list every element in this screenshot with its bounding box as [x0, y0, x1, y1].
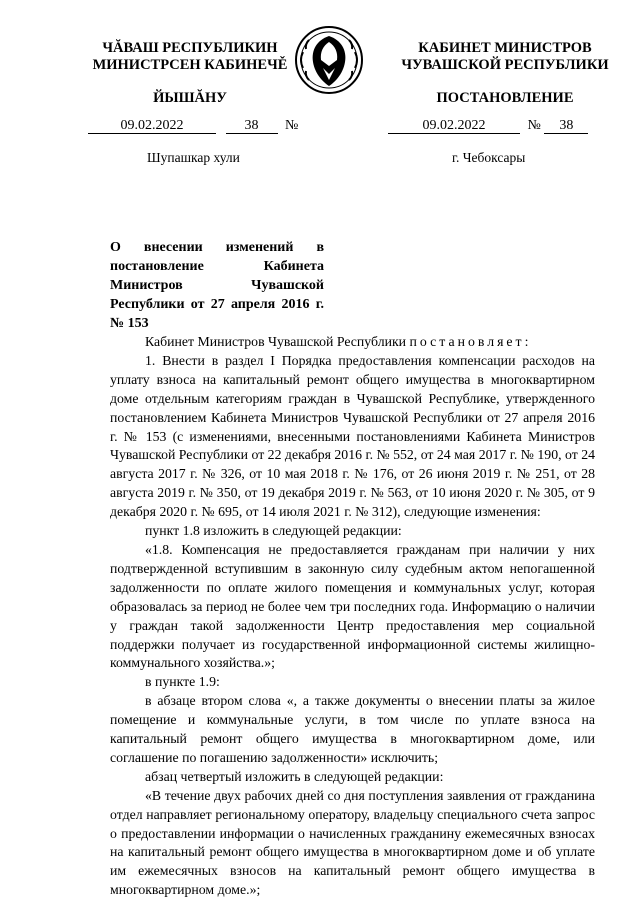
intro-verb: постановляет: [409, 334, 532, 349]
registration-left-number-sign: № [285, 118, 299, 133]
body-paragraph: абзац четвертый изложить в следующей редакции: [145, 768, 444, 784]
registration-right-number: 38 [544, 119, 588, 134]
registration-right-date: 09.02.2022 [388, 119, 520, 134]
body-paragraph: «1.8. Компенсация не предоставляется гражданам при наличии у них подтвержденной вступившим в законную силу судебным актом непогашенной задолженности по оплате жилого помещения и коммунальных услуг, которая образовалась за период не более чем три последних года. Информацию о наличии у граждан такой задолженности Центр предоставления мер социальной поддержки получает из государственной информационной системы жилищно-коммунального хозяйства.»; [110, 541, 595, 671]
header-right-line2: ЧУВАШСКОЙ РЕСПУБЛИКИ [401, 57, 609, 73]
intro-paragraph [110, 333, 595, 352]
header-right-line1: КАБИНЕТ МИНИСТРОВ [418, 40, 592, 56]
body-paragraph: 1. Внести в раздел I Порядка предоставления компенсации расходов на уплату взноса на капитальный ремонт общего имущества в многоквартирном доме отдельным категориям граждан в Чувашской Республике, утвержденного постановлением Кабинета Министров Чувашской Республики от 27 апреля 2016 г. № 153 (с изменениями, внесенными постановлениями Кабинета Министров Чувашской Республики от 22 декабря 2016 г. № 552, от 24 мая 2017 г. № 190, от 24 августа 2017 г. № 326, от 10 мая 2018 г. № 176, от 26 июня 2019 г. № 251, от 28 августа 2019 г. № 350, от 19 декабря 2019 г. № 563, от 10 июня 2020 г. № 305, от 9 декабря 2020 г. № 695, от 14 июля 2021 г. № 312), следующие изменения: [110, 352, 595, 520]
document-body [110, 333, 595, 900]
intro-lead: Кабинет Министров Чувашской Республики [145, 334, 407, 349]
header-left-org [80, 40, 300, 74]
header-left-doc-type: ЙЫШĂНУ [153, 90, 227, 106]
registration-right-number-sign: № [527, 118, 541, 133]
coat-of-arms-emblem [293, 22, 365, 100]
body-paragraph: пункт 1.8 изложить в следующей редакции: [145, 523, 402, 539]
registration-left-date: 09.02.2022 [88, 119, 216, 134]
header-right-org [395, 40, 615, 74]
registration-right [388, 118, 588, 134]
registration-left [88, 118, 298, 134]
body-paragraph: «В течение двух рабочих дней со дня поступления заявления от гражданина отдел направляет региональному оператору, владельцу специального счета запрос о предоставлении информации о начисленных гражданину ежемесячных взносах на капитальный ремонт общего имущества в многоквартирном доме и об уплате им ежемесячных взносов на капитальный ремонт общего имущества в многоквартирном доме.»; [110, 787, 595, 898]
place-right: г. Чебоксары [452, 150, 526, 165]
header-left-line1: ЧĂВАШ РЕСПУБЛИКИН [102, 40, 278, 56]
header-left-line2: МИНИСТРСЕН КАБИНЕЧĚ [92, 57, 288, 73]
document-subject: О внесении изменений в постановление Кабинета Министров Чувашской Республики от 27 апреля 2016 г. № 153 [110, 240, 324, 331]
place-left: Шупашкар хули [147, 150, 240, 165]
header-right-doc-type: ПОСТАНОВЛЕНИЕ [436, 90, 574, 106]
body-paragraph: в пункте 1.9: [145, 674, 220, 690]
registration-left-number: 38 [226, 119, 278, 134]
body-paragraph: в абзаце втором слова «, а также документы о внесении платы за жилое помещение и коммунальные услуги, в том числе по уплате взноса на капитальный ремонт общего имущества в многоквартирном доме, или соглашение по погашению задолженности» исключить; [110, 693, 595, 765]
